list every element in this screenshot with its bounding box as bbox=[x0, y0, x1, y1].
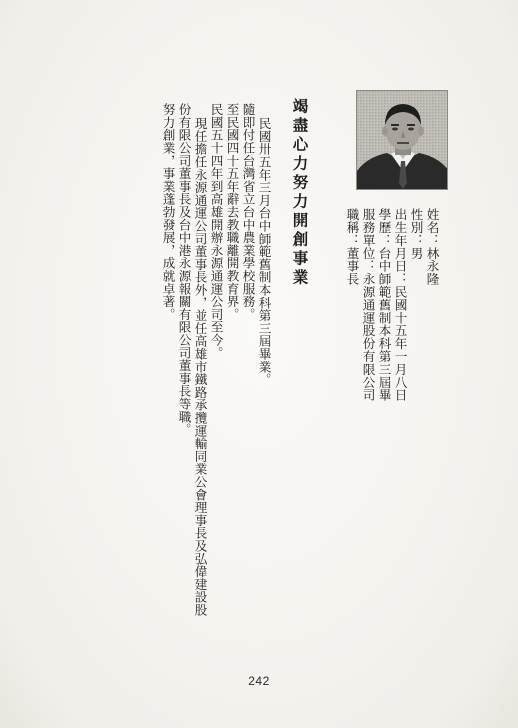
body-line: 至民國四十五年辭去教職離開教育界。 bbox=[224, 103, 240, 321]
body-line: 民國卅五年三月台中師範舊制本科第三屆畢業。 bbox=[256, 117, 272, 386]
profile-name: 姓名：林永隆 bbox=[424, 208, 440, 286]
profile-birth: 出生年月日：民國十五年一月八日 bbox=[392, 208, 408, 402]
profile-gender: 性別：男 bbox=[408, 208, 424, 260]
profile-employer: 服務單位：永源通運股份有限公司 bbox=[360, 208, 376, 402]
body-line: 民國五十四年到高雄開辦永源通運公司至今。 bbox=[208, 103, 224, 359]
portrait-photo bbox=[356, 90, 448, 190]
body-line: 隨即付任台灣省立台中農業學校服務。 bbox=[240, 103, 256, 321]
page-number: 242 bbox=[248, 674, 270, 688]
profile-education: 學歷：台中師範舊制本科第三屆畢 bbox=[376, 208, 392, 402]
article-title: 竭盡心力努力開創事業 bbox=[290, 98, 310, 288]
body-line: 份有限公司董事長及台中港永源報關有限公司董事長等職。 bbox=[176, 103, 192, 436]
profile-position: 職稱：董事長 bbox=[344, 208, 360, 286]
portrait-image bbox=[357, 91, 448, 190]
body-line: 現任擔任永源通運公司董事長外，並任高雄市鐵路承攬運輸同業公會理事長及弘偉建設股 bbox=[192, 117, 208, 617]
body-line: 努力創業，事業蓬勃發展，成就卓著。 bbox=[160, 103, 176, 321]
